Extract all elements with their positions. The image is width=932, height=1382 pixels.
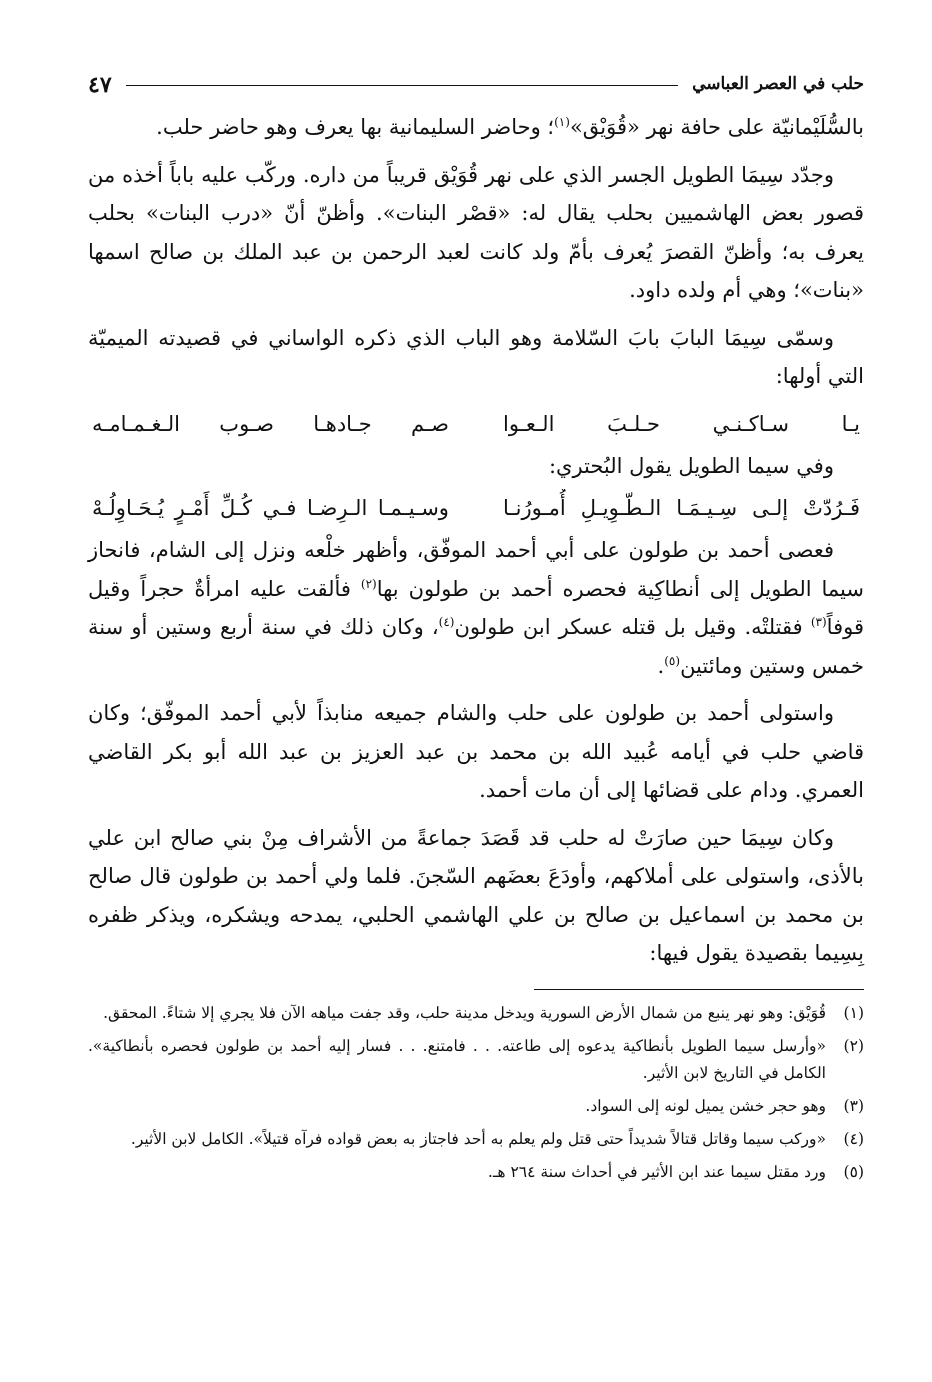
paragraph [88, 108, 864, 147]
verse-hemistich-second: وسـيـمـا الـرِضـا فـي كُـلِّ أَمْـرٍ يُـحَـاوِلُـهْ [92, 496, 449, 520]
footnote-text: ورد مقتل سيما عند ابن الأثير في أحداث سنة ٢٦٤ هـ. [487, 1162, 826, 1181]
paragraph-text: بالسُّلَيْمانيّة على حافة نهر «قُوَيْق» [569, 115, 864, 139]
verse-line [88, 405, 864, 443]
footnote-number: (٣) [843, 1096, 864, 1115]
paragraph-text: ؛ وحاضر السليمانية بها يعرف وهو حاضر حلب. [156, 115, 555, 139]
footnote-text: قُوَيْق: وهو نهر ينبع من شمال الأرض السورية ويدخل مدينة حلب، وقد جفت مياهه الآن فلا يجري إلا شتاءً. المحقق. [103, 1003, 826, 1022]
footnote-text: وهو حجر خشن يميل لونه إلى السواد. [585, 1096, 826, 1115]
footnote [88, 1159, 864, 1186]
running-title: حلب في العصر العباسي [692, 74, 864, 94]
footnote [88, 1126, 864, 1153]
footnote [88, 1033, 864, 1087]
paragraph-text: فقتلتْه. وقيل بل قتله عسكر ابن طولون [454, 615, 811, 639]
body-text [88, 108, 864, 973]
paragraph: واستولى أحمد بن طولون على حلب والشام جميعه منابذاً لأبي أحمد الموفّق؛ وكان قاضي حلب في أيامه عُبيد الله بن محمد بن عبد العزيز بن عبد الله أبو بكر القاضي العمري. ودام على قضائها إلى أن مات أحمد. [88, 701, 864, 802]
footnotes [88, 1000, 864, 1186]
footnote-mark: (٥) [664, 653, 681, 668]
footnote-mark: (٤) [438, 615, 455, 629]
verse-hemistich-second: صـم جـادهـا صـوب الـغـمـامـه [92, 411, 449, 436]
verse-hemistich-first: فَـرُدّتْ إلـى سِـيـمَـا الـطّـوِيـلِ أُمـورُنـا [503, 496, 860, 520]
footnote-mark: (٣) [810, 615, 827, 629]
footnote [88, 1000, 864, 1027]
paragraph [88, 531, 864, 685]
verse-hemistich-first: يـا سـاكـنـي حـلـبَ الـعـوا [503, 411, 860, 436]
footnote-mark: (١) [554, 115, 570, 129]
running-header [88, 60, 864, 98]
paragraph: وجدّد سِيمَا الطويل الجسر الذي على نهر قُوَيْق قريباً من داره. وركّب عليه باباً أخذه من قصور بعض الهاشميين بحلب يقال له: «قصْر البنات». وأظنّ أنّ «درب البنات» بحلب يعرف به؛ وأظنّ القصرَ يُعرف بأمّ ولد كانت لعبد الرحمن بن عبد الملك بن صالح اسمها «بنات»؛ وهي أم ولده داود. [88, 162, 864, 302]
verse-line [88, 489, 864, 527]
verse-intro: وفي سيما الطويل يقول البُحتري: [548, 453, 834, 478]
paragraph: وكان سِيمَا حين صارَتْ له حلب قد قَصَدَ جماعةً من الأشراف مِنْ بني صالح ابن علي بالأذى، واستولى على أملاكهم، وأودَعَ بعضَهم السّجنَ. فلما ولي أحمد بن طولون قال صالح بن محمد بن اسماعيل بن صالح بن علي الهاشمي الحلبي، يمدحه ويشكره، ويذكر ظفره بِسِيما بقصيدة يقول فيها: [88, 825, 864, 965]
paragraph-text: ، وكان ذلك في سنة أربع وستين أو سنة خمس وستين ومائتين [88, 615, 864, 678]
footnote-number: (٢) [843, 1036, 864, 1055]
book-page [88, 60, 864, 1360]
footnote-text: «وأرسل سيما الطويل بأنطاكية يدعوه إلى طاعته. . . فامتنع. . . فسار إليه أحمد بن طولون فحصره بأنطاكية». الكامل في التاريخ لابن الأثير. [88, 1036, 826, 1082]
footnote-number: (٥) [843, 1162, 864, 1181]
footnote-separator [534, 989, 864, 990]
paragraph: وسمّى سِيمَا البابَ بابَ السّلامة وهو الباب الذي ذكره الواساني في قصيدته الميميّة التي أولها: [88, 325, 864, 388]
footnote-text: «وركب سيما وقاتل قتالاً شديداً حتى قتل ولم يعلم به أحد فاجتاز به بعض قواده فرآه قتيلاً». الكامل لابن الأثير. [130, 1129, 826, 1148]
paragraph-text: فعصى أحمد بن طولون على أبي أحمد الموفّق، وأظهر خلْعه ونزل إلى الشام، فانحاز سيما الطويل إلى أنطاكِية فحصره أحمد بن طولون بها [88, 538, 864, 601]
footnote-number: (١) [843, 1003, 864, 1022]
footnote [88, 1093, 864, 1120]
paragraph-text: . [657, 653, 665, 678]
paragraph-text: فألقت عليه امرأةٌ حجراً وقيل قوفاً [88, 576, 864, 639]
footnote-number: (٤) [843, 1129, 864, 1148]
page-number: ٤٧ [88, 72, 112, 98]
header-rule [126, 85, 678, 86]
footnote-mark: (٢) [360, 576, 377, 591]
